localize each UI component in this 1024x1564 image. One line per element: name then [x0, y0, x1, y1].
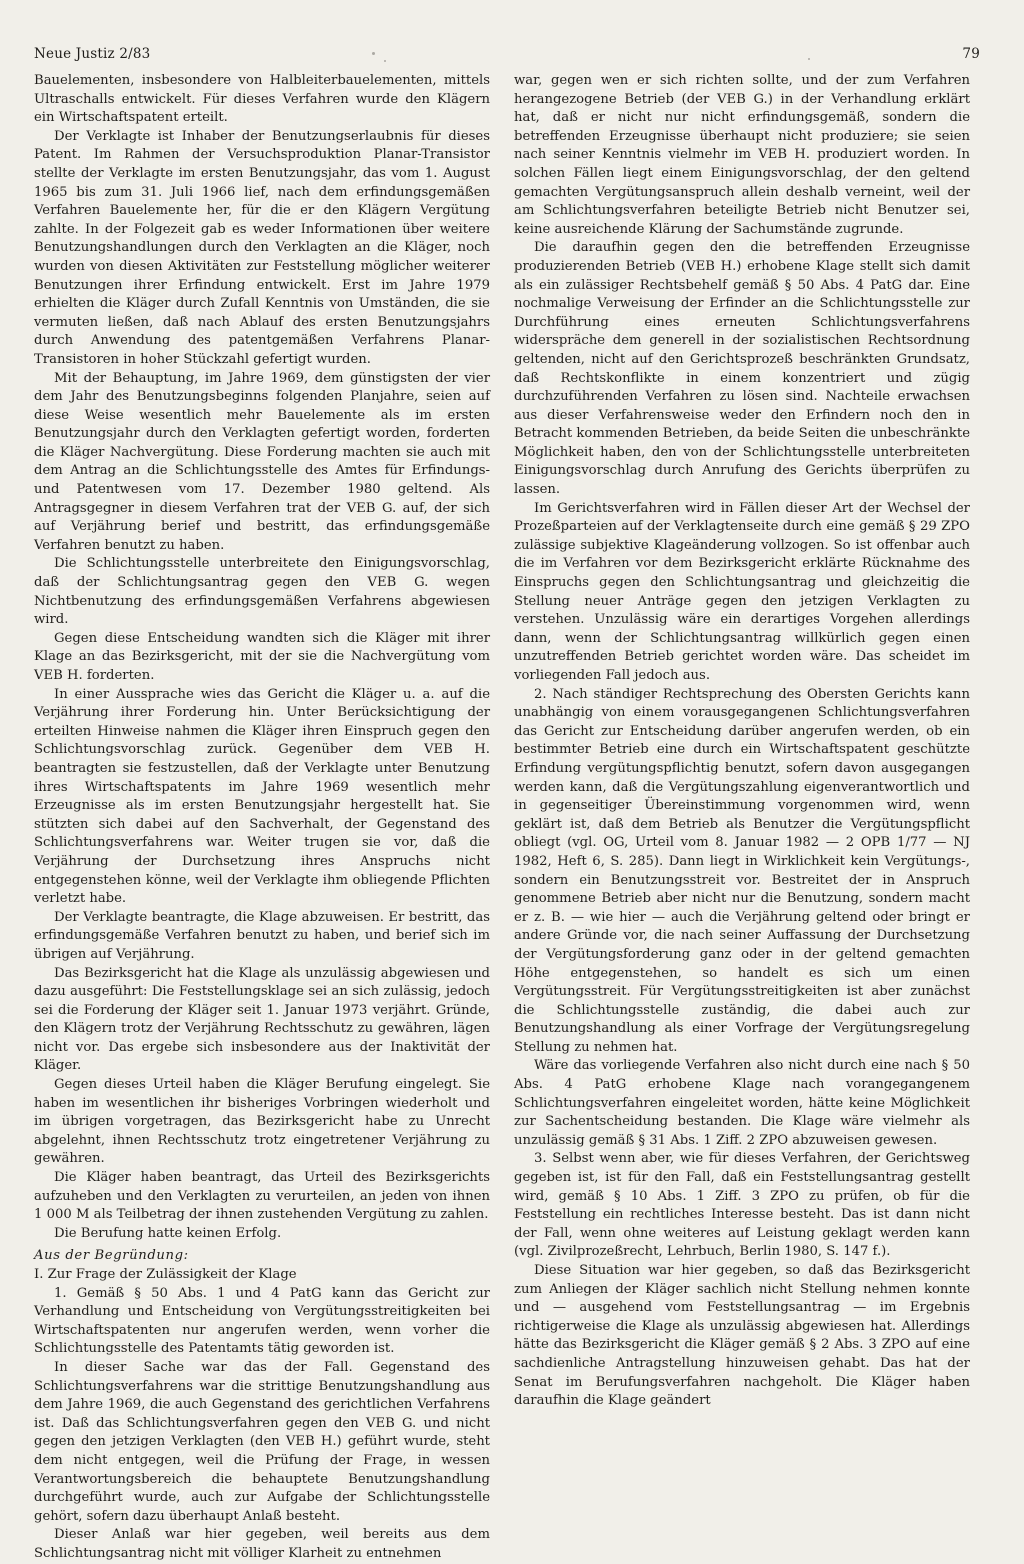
section-heading: Aus der Begründung: — [34, 1248, 189, 1264]
journal-title: Neue Justiz 2/83 — [34, 46, 151, 62]
paragraph: 1. Gemäß § 50 Abs. 1 und 4 PatG kann das Gericht zur Verhandlung und Entscheidung von Vergütungsstreitigkeiten bei Wirtschaftspatenten nur angerufen werden, wenn vorher die Schlichtungsstelle des Patentamts tätig geworden ist. — [34, 1285, 490, 1357]
paragraph: Mit der Behauptung, im Jahre 1969, dem günstigsten der vier dem Jahr des Benutzungsbeginns folgenden Planjahre, seien auf diese Weise wesentlich mehr Bauelemente als im ersten Benutzungsjahr durch den Verklagten gefertigt worden, forderten die Kläger Nachvergütung. Diese Forderung machten sie auch mit dem Antrag an die Schlichtungsstelle des Amtes für Erfindungs- und Patentwesen vom 17. Dezember 1980 geltend. Als Antragsgegner in diesem Verfahren trat der VEB G. auf, der sich auf Verjährung berief und bestritt, das erfindungsgemäße Verfahren benutzt zu haben. — [34, 370, 490, 553]
paragraph: Gegen dieses Urteil haben die Kläger Berufung eingelegt. Sie haben im wesentlichen ihr bisheriges Vorbringen wiederholt und im übrigen vorgetragen, das Bezirksgericht habe zu Unrecht abgelehnt, ihnen Rechtsschutz trotz eingetretener Verjährung zu gewähren. — [34, 1077, 490, 1167]
paragraph: Die daraufhin gegen den die betreffenden Erzeugnisse produzierenden Betrieb (VEB H.) erhobene Klage stellt sich damit als ein zulässiger Rechtsbehelf gemäß § 50 Abs. 4 PatG dar. Eine nochmalige Verweisung der Erfinder an die Schlichtungsstelle zur Durchführung eines erneuten Schlichtungsverfahrens widerspräche dem generell in der sozialistischen Rechtsordnung geltenden, nicht auf den Gerichtsprozeß beschränkten Grundsatz, daß Rechtskonflikte in einem konzentriert und zügig durchzuführenden Verfahren zu lösen sind. Nachteile erwachsen aus dieser Verfahrensweise weder den Erfindern noch den in Betracht kommenden Betrieben, da beide Seiten die unbeschränkte Möglichkeit haben, den von der Schlichtungsstelle unterbreiteten Einigungsvorschlag durch Anrufung des Gerichts überprüfen zu lassen. — [514, 240, 970, 498]
paragraph: Die Schlichtungsstelle unterbreitete den Einigungsvorschlag, daß der Schlichtungsantrag gegen den VEB G. wegen Nichtbenutzung des erfindungsgemäßen Verfahrens abgewiesen wird. — [34, 556, 490, 628]
left-column — [34, 72, 490, 1564]
paragraph: Dieser Anlaß war hier gegeben, weil bereits aus dem Schlichtungsantrag nicht mit völliger Klarheit zu entnehmen — [34, 1527, 490, 1561]
page-number: 79 — [962, 46, 980, 62]
paragraph: 3. Selbst wenn aber, wie für dieses Verfahren, der Gerichtsweg gegeben ist, ist für den Fall, daß ein Feststellungsantrag gestellt wird, gemäß § 10 Abs. 1 Ziff. 3 ZPO zu prüfen, ob für die Feststellung ein rechtliches Interesse besteht. Das ist dann nicht der Fall, wenn ohne weiteres auf Leistung geklagt werden kann (vgl. Zivilprozeßrecht, Lehrbuch, Berlin 1980, S. 147 f.). — [514, 1151, 970, 1260]
paragraph: Der Verklagte ist Inhaber der Benutzungserlaubnis für dieses Patent. Im Rahmen der Versuchsproduktion Planar-Transistor stellte der Verklagte im ersten Benutzungsjahr, das vom 1. August 1965 bis zum 31. Juli 1966 lief, nach dem erfindungsgemäßen Verfahren Bauelemente her, für die er den Klägern Vergütung zahlte. In der Folgezeit gab es weder Informationen über weitere Benutzungshandlungen durch den Verklagten an die Kläger, noch wurden von diesen Aktivitäten zur Feststellung möglicher weiterer Benutzungen ihrer Erfindung entwickelt. Erst im Jahre 1979 erhielten die Kläger durch Zufall Kenntnis von Umständen, die sie vermuten ließen, daß nach Ablauf des ersten Benutzungsjahrs durch Anwendung des patentgemäßen Verfahrens Planar-Transistoren in hoher Stückzahl gefertigt wurden. — [34, 128, 490, 367]
paragraph: Bauelementen, insbesondere von Halbleiterbauelementen, mittels Ultraschalls entwickelt. Für dieses Verfahren wurde den Klägern ein Wirtschaftspatent erteilt. — [34, 73, 490, 126]
paragraph: Wäre das vorliegende Verfahren also nicht durch eine nach § 50 Abs. 4 PatG erhobene Klage nach vorangegangenem Schlichtungsverfahren eingeleitet worden, hätte keine Möglichkeit zur Sachentscheidung bestanden. Die Klage wäre vielmehr als unzulässig gemäß § 31 Abs. 1 Ziff. 2 ZPO abzuweisen gewesen. — [514, 1058, 970, 1148]
paragraph: Der Verklagte beantragte, die Klage abzuweisen. Er bestritt, das erfindungsgemäße Verfahren benutzt zu haben, und berief sich im übrigen auf Verjährung. — [34, 909, 490, 962]
paragraph: Im Gerichtsverfahren wird in Fällen dieser Art der Wechsel der Prozeßparteien auf der Verklagtenseite durch eine gemäß § 29 ZPO zulässige subjektive Klageänderung vollzogen. So ist offenbar auch die im Verfahren vor dem Bezirksgericht erklärte Rücknahme des Einspruchs gegen den Schlichtungsantrag und gleichzeitig die Stellung neuer Anträge gegen den jetzigen Verklagten zu verstehen. Unzulässig wäre ein derartiges Vorgehen allerdings dann, wenn der Schlichtungsantrag willkürlich gegen einen unzutreffenden Betrieb gerichtet worden wäre. Das scheidet im vorliegenden Fall jedoch aus. — [514, 500, 970, 683]
paragraph: Diese Situation war hier gegeben, so daß das Bezirksgericht zum Anliegen der Kläger sachlich nicht Stellung nehmen konnte und — ausgehend vom Feststellungsantrag — im Ergebnis richtigerweise die Klage als unzulässig abgewiesen hat. Allerdings hätte das Bezirksgericht die Kläger gemäß § 2 Abs. 3 ZPO auf eine sachdienliche Antragstellung hinzuweisen gehabt. Das hat der Senat im Berufungsverfahren nachgeholt. Die Kläger haben daraufhin die Klage geändert — [514, 1263, 970, 1409]
right-column — [514, 72, 970, 1411]
paragraph: Die Kläger haben beantragt, das Urteil des Bezirksgerichts aufzuheben und den Verklagten zu verurteilen, an jeden von ihnen 1 000 M als Teilbetrag der ihnen zustehenden Vergütung zu zahlen. — [34, 1170, 490, 1223]
scan-speck — [384, 60, 386, 62]
paragraph: 2. Nach ständiger Rechtsprechung des Obersten Gerichts kann unabhängig von einem vorausgegangenen Schlichtungsverfahren das Gericht zur Entscheidung darüber angerufen werden, ob ein bestimmter Betrieb eine durch ein Wirtschaftspatent geschützte Erfindung vergütungspflichtig benutzt, sofern davon ausgegangen werden kann, daß die Vergütungszahlung eigenverantwortlich und in gegenseitiger Übereinstimmung vorgenommen wird, wenn geklärt ist, daß dem Betrieb als Benutzer die Vergütungspflicht obliegt (vgl. OG, Urteil vom 8. Januar 1982 — 2 OPB 1/77 — NJ 1982, Heft 6, S. 285). Dann liegt in Wirklichkeit kein Vergütungs-, sondern ein Benutzungsstreit vor. Bestreitet der in Anspruch genommene Betrieb aber nicht nur die Benutzung, sondern macht er z. B. — wie hier — auch die Verjährung geltend oder bringt er andere Gründe vor, die nach seiner Auffassung der Durchsetzung der Vergütungsforderung ganz oder in der geltend gemachten Höhe entgegenstehen, so handelt es sich um einen Vergütungsstreit. Für Vergütungsstreitigkeiten ist aber zunächst die Schlichtungsstelle zuständig, die dabei auch zur Benutzungshandlung als einer Vorfrage der Vergütungsregelung Stellung zu nehmen hat. — [514, 686, 970, 1055]
paragraph: In dieser Sache war das der Fall. Gegenstand des Schlichtungsverfahrens war die strittige Benutzungshandlung aus dem Jahre 1969, die auch Gegenstand des gerichtlichen Verfahrens ist. Daß das Schlichtungsverfahren gegen den VEB G. und nicht gegen den jetzigen Verklagten (den VEB H.) geführt wurde, steht dem nicht entgegen, weil die Prüfung der Frage, in wessen Verantwortungsbereich die behauptete Benutzungshandlung durchgeführt wurde, auch zur Aufgabe der Schlichtungsstelle gehört, sofern dazu überhaupt Anlaß besteht. — [34, 1359, 490, 1524]
scan-speck — [808, 58, 810, 60]
page-header — [34, 46, 980, 68]
scan-speck — [372, 52, 375, 55]
paragraph: In einer Aussprache wies das Gericht die Kläger u. a. auf die Verjährung ihrer Forderung hin. Unter Berücksichtigung der erteilten Hinweise nahmen die Kläger ihren Einspruch gegen den Schlichtungsvorschlag zurück. Gegenüber dem VEB H. beantragten sie festzustellen, daß der Verklagte unter Benutzung ihres Wirtschaftspatents im Jahre 1969 wesentlich mehr Erzeugnisse als im ersten Benutzungsjahr hergestellt hat. Sie stützten sich dabei auf den Sachverhalt, der Gegenstand des Schlichtungsverfahrens war. Weiter trugen sie vor, daß die Verjährung der Durchsetzung ihres Anspruchs nicht entgegenstehen könne, weil der Verklagte ihm obliegende Pflichten verletzt habe. — [34, 686, 490, 907]
paragraph: Das Bezirksgericht hat die Klage als unzulässig abgewiesen und dazu ausgeführt: Die Feststellungsklage sei an sich zulässig, jedoch sei die Forderung der Kläger seit 1. Januar 1973 verjährt. Gründe, den Klägern trotz der Verjährung Rechtsschutz zu gewähren, lägen nicht vor. Das ergebe sich insbesondere aus der Inaktivität der Kläger. — [34, 965, 490, 1074]
paragraph: Gegen diese Entscheidung wandten sich die Kläger mit ihrer Klage an das Bezirksgericht, mit der sie die Nachvergütung vom VEB H. forderten. — [34, 630, 490, 683]
subsection-heading: I. Zur Frage der Zulässigkeit der Klage — [34, 1267, 297, 1282]
paragraph: Die Berufung hatte keinen Erfolg. — [54, 1225, 282, 1241]
paragraph: war, gegen wen er sich richten sollte, und der zum Verfahren herangezogene Betrieb (der VEB G.) in der Verhandlung erklärt hat, daß er nicht nur nicht erfindungsgemäß, sondern die betreffenden Erzeugnisse überhaupt nicht produziere; sie seien nach seiner Kenntnis vielmehr im VEB H. produziert worden. In solchen Fällen liegt einem Einigungsvorschlag, der den geltend gemachten Vergütungsanspruch allein deshalb verneint, weil der am Schlichtungsverfahren beteiligte Betrieb nicht Benutzer sei, keine ausreichende Klärung der Sachumstände zugrunde. — [514, 73, 970, 237]
